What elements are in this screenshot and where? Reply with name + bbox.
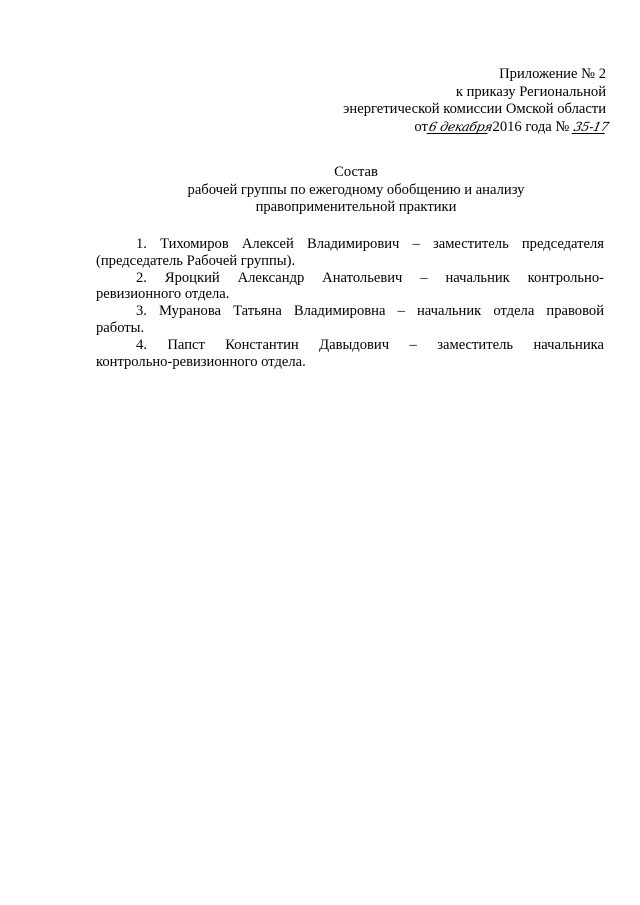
title-line-3: правоприменительной практики	[255, 199, 457, 215]
member-4-first-line: 4. Папст Константин Давыдович – заместитель начальника	[136, 336, 604, 353]
list-item	[96, 337, 604, 371]
date-prefix: от	[414, 118, 428, 135]
list-item	[96, 270, 604, 304]
members-list	[96, 236, 604, 370]
member-1-continuation: (председатель Рабочей группы).	[96, 252, 296, 269]
member-1-first-line: 1. Тихомиров Алексей Владимирович – заместитель председателя	[136, 236, 604, 252]
member-4-continuation: контрольно-ревизионного отдела.	[96, 353, 306, 370]
title-line-1: Состав	[334, 164, 378, 180]
order-reference: к приказу Региональной	[455, 83, 606, 100]
member-2-first-line: 2. Яроцкий Александр Анатольевич – начальник контрольно-	[136, 269, 604, 286]
handwritten-order-number: 35-17	[572, 118, 611, 134]
appendix-header	[286, 66, 611, 136]
list-item	[96, 303, 604, 337]
document-title	[96, 164, 616, 217]
list-item	[96, 236, 604, 270]
member-3-continuation: работы.	[96, 319, 145, 336]
order-date-line	[286, 118, 611, 137]
member-3-first-line: 3. Муранова Татьяна Владимировна – начальник отдела правовой	[136, 303, 604, 320]
appendix-number: Приложение № 2	[499, 66, 606, 82]
handwritten-date: 6 декабря	[427, 118, 494, 134]
year-text: 2016 года №	[492, 118, 570, 135]
member-2-continuation: ревизионного отдела.	[96, 286, 230, 303]
commission-name: энергетической комиссии Омской области	[343, 101, 606, 117]
title-line-2: рабочей группы по ежегодному обобщению и анализу	[187, 181, 525, 198]
